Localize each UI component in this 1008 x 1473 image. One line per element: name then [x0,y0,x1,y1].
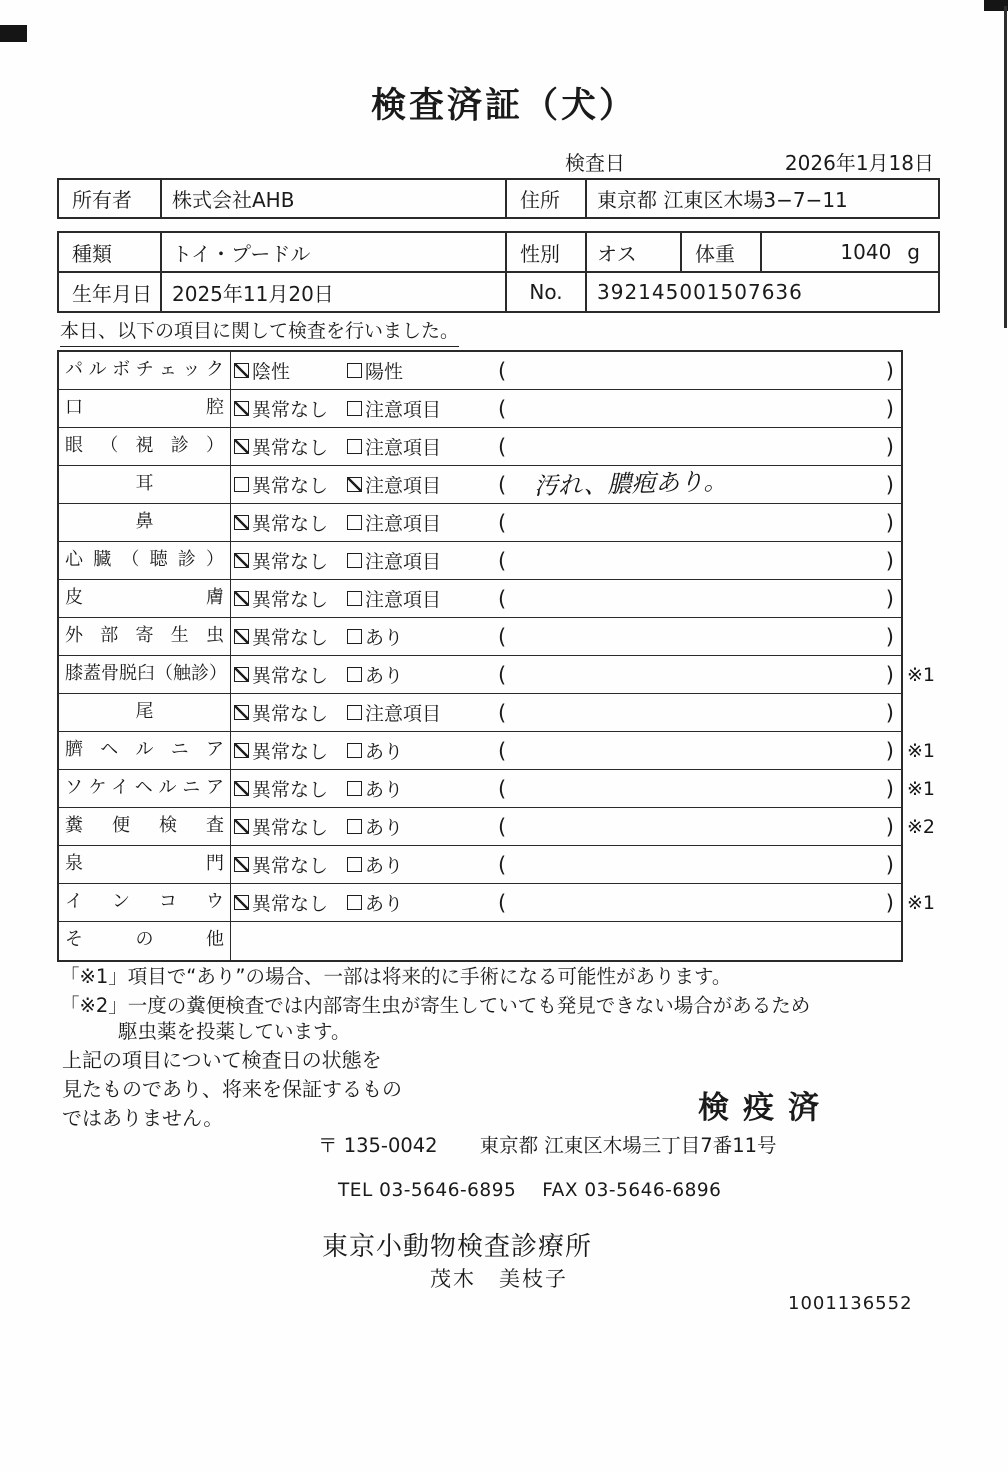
checkbox-icon [347,743,362,758]
option-label: 異常なし [252,817,329,839]
option-2 [344,466,496,503]
quarantine-stamp: 検疫済 [698,1090,833,1126]
option-label: 異常なし [252,779,329,801]
open-paren: ( [498,510,507,535]
owner-table [57,178,940,219]
footnote-marker: ※1 [907,892,936,914]
option-1 [231,580,344,617]
handwritten-note [506,703,885,713]
check-item-label: その他 [59,922,231,960]
comment-cell [496,732,901,769]
handwritten-note [506,361,885,371]
open-paren: ( [498,548,507,573]
document-serial-number: 1001136552 [788,1293,913,1314]
option-label: 異常なし [252,703,329,725]
option-label: 注意項目 [365,513,442,535]
comment-cell [496,884,901,921]
option-1 [231,504,344,541]
intro-text: 本日、以下の項目に関して検査を行いました。 [60,316,459,347]
option-2 [344,352,496,389]
comment-cell [496,390,901,427]
option-2 [344,732,496,769]
examiner-name: 茂木 美枝子 [430,1267,568,1291]
open-paren: ( [498,434,507,459]
option-label: 異常なし [252,665,329,687]
check-row-parvo [59,352,901,390]
handwritten-note [506,513,885,523]
comment-cell [496,770,901,807]
checkbox-icon [347,857,362,872]
close-paren: ) [885,624,894,649]
owner-value: 株式会社AHB [162,180,507,217]
checkbox-icon [234,591,249,606]
close-paren: ) [885,434,894,459]
check-item-label: 尾 [59,694,231,731]
footnote-marker: ※1 [907,664,936,686]
page-title: 検査済証（犬） [370,86,637,126]
check-item-label: インコウ [59,884,231,921]
breed-value: トイ・プードル [162,233,507,271]
option-1 [231,656,344,693]
check-item-label: 外部寄生虫 [59,618,231,655]
comment-cell [496,352,901,389]
handwritten-note [506,627,885,637]
handwritten-note [506,551,885,561]
option-2 [344,808,496,845]
option-2 [344,580,496,617]
option-label: 注意項目 [365,589,442,611]
option-1 [231,466,344,503]
footnote-2-continued: 駆虫薬を投薬しています。 [118,1020,351,1043]
comment-cell [496,466,901,503]
footnote-marker: ※2 [907,816,936,838]
check-row-fecal-exam [59,808,936,846]
owner-row [59,180,938,217]
close-paren: ) [885,510,894,535]
check-item-label: 膝蓋骨脱臼（触診） [59,656,231,693]
checkbox-icon [347,705,362,720]
close-paren: ) [885,890,894,915]
open-paren: ( [498,662,507,687]
clinic-fax: FAX 03-5646-6896 [542,1180,722,1201]
option-1 [231,808,344,845]
inspection-date-value: 2026年1月18日 [784,151,934,175]
option-label: 注意項目 [365,475,442,497]
open-paren: ( [498,776,507,801]
check-item-label: 耳 [59,466,231,503]
open-paren: ( [498,814,507,839]
checkbox-icon [234,401,249,416]
close-paren: ) [885,358,894,383]
option-2 [344,884,496,921]
checkbox-icon [234,705,249,720]
disclaimer-line-3: ではありません。 [62,1106,224,1130]
comment-cell [496,846,901,883]
option-label: 陰性 [252,361,291,383]
option-label: あり [365,741,404,763]
option-label: 注意項目 [365,551,442,573]
check-row-inkou [59,884,936,922]
option-label: 異常なし [252,893,329,915]
checkbox-icon [347,401,362,416]
open-paren: ( [498,624,507,649]
address-value: 東京都 江東区木場3−7−11 [597,188,848,212]
handwritten-note [506,437,885,447]
check-item-label: 泉門 [59,846,231,883]
check-row-tail [59,694,901,732]
handwritten-note: 汚れ、膿疱あり。 [533,467,729,501]
check-item-label: 臍ヘルニア [59,732,231,769]
check-row-nose [59,504,901,542]
option-label: 異常なし [252,627,329,649]
comment-cell [496,618,901,655]
checkbox-icon [347,477,362,492]
checkbox-icon [234,667,249,682]
checkbox-icon [234,477,249,492]
check-row-fontanelle [59,846,901,884]
comment-cell [496,542,901,579]
option-label: あり [365,817,404,839]
comment-cell [496,808,901,845]
option-1 [231,618,344,655]
option-label: あり [365,893,404,915]
checkbox-icon [347,667,362,682]
open-paren: ( [498,358,507,383]
clinic-contact-row [338,1180,721,1201]
checkbox-icon [234,819,249,834]
disclaimer-line-2: 見たものであり、将来を保証するもの [62,1077,402,1101]
owner-label: 所有者 [59,180,162,217]
close-paren: ) [885,662,894,687]
check-item-label: ソケイヘルニア [59,770,231,807]
check-row-other [59,922,901,960]
option-label: 異常なし [252,399,329,421]
handwritten-note [506,855,885,865]
checkbox-icon [347,591,362,606]
option-label: 陽性 [365,361,404,383]
check-item-label: 皮膚 [59,580,231,617]
open-paren: ( [498,700,507,725]
breed-row [59,233,938,273]
check-row-umbilical-hernia [59,732,936,770]
inspection-date-label: 検査日 [565,151,625,175]
clinic-tel: TEL 03-5646-6895 [338,1180,517,1201]
footnote-marker: ※1 [907,740,936,762]
close-paren: ) [885,852,894,877]
birth-value: 2025年11月20日 [162,273,507,311]
comment-cell [496,504,901,541]
option-label: 異常なし [252,513,329,535]
close-paren: ) [885,738,894,763]
weight-cell [762,233,938,271]
check-item-label: 心臓（聴診） [59,542,231,579]
option-1 [231,694,344,731]
handwritten-note [506,589,885,599]
option-2 [344,694,496,731]
check-item-label: 鼻 [59,504,231,541]
weight-value: 1040 [840,240,892,264]
option-1 [231,732,344,769]
option-1 [231,542,344,579]
disclaimer [62,1046,402,1133]
option-1 [231,428,344,465]
open-paren: ( [498,738,507,763]
comment-cell-empty [231,922,901,960]
breed-label: 種類 [59,233,162,271]
option-1 [231,846,344,883]
option-label: あり [365,855,404,877]
option-label: 異常なし [252,437,329,459]
footnote-marker: ※1 [907,778,936,800]
close-paren: ) [885,776,894,801]
close-paren: ) [885,700,894,725]
checkbox-icon [347,439,362,454]
check-item-label: 口腔 [59,390,231,427]
close-paren: ) [885,548,894,573]
option-label: 異常なし [252,475,329,497]
open-paren: ( [498,852,507,877]
checkbox-icon [234,781,249,796]
option-2 [344,656,496,693]
check-row-heart [59,542,901,580]
option-label: あり [365,779,404,801]
scan-artifact-top-left [0,25,27,42]
option-label: 異常なし [252,741,329,763]
clinic-address: 東京都 江東区木場三丁目7番11号 [479,1134,777,1157]
checkbox-icon [347,553,362,568]
close-paren: ) [885,472,894,497]
option-2 [344,504,496,541]
option-1 [231,770,344,807]
option-label: 注意項目 [365,703,442,725]
option-label: 異常なし [252,855,329,877]
open-paren: ( [498,586,507,611]
disclaimer-line-1: 上記の項目について検査日の状態を [62,1048,382,1072]
option-2 [344,770,496,807]
weight-unit: g [907,240,920,264]
pet-table [57,231,940,313]
check-row-ears [59,466,901,504]
no-value: 392145001507636 [597,280,803,304]
clinic-address-row [318,1130,777,1158]
check-item-label: 糞便検査 [59,808,231,845]
handwritten-note [506,817,885,827]
checkbox-icon [234,439,249,454]
open-paren: ( [498,890,507,915]
check-item-label: 眼（視診） [59,428,231,465]
option-2 [344,846,496,883]
checkbox-icon [347,819,362,834]
check-row-skin [59,580,901,618]
option-label: 注意項目 [365,437,442,459]
comment-cell [496,580,901,617]
no-label: No. [507,273,587,311]
birth-row [59,273,938,311]
checkbox-icon [347,629,362,644]
comment-cell [496,694,901,731]
close-paren: ) [885,814,894,839]
comment-cell [496,656,901,693]
check-row-inguinal-hernia [59,770,936,808]
handwritten-note [506,741,885,751]
open-paren: ( [498,396,507,421]
option-2 [344,390,496,427]
inspection-date-row [57,147,940,175]
handwritten-note [506,665,885,675]
checkbox-icon [234,553,249,568]
option-label: あり [365,627,404,649]
option-label: 異常なし [252,589,329,611]
sex-value: オス [587,233,682,271]
handwritten-note [506,779,885,789]
option-1 [231,390,344,427]
birth-label: 生年月日 [59,273,162,311]
option-1 [231,884,344,921]
checkbox-icon [347,363,362,378]
check-table [57,350,936,962]
option-2 [344,542,496,579]
weight-label: 体重 [682,233,762,271]
option-2 [344,428,496,465]
check-row-mouth [59,390,901,428]
postal-code: 〒 135-0042 [318,1134,438,1157]
option-2 [344,618,496,655]
checkbox-icon [347,781,362,796]
checkbox-icon [234,515,249,530]
address-label: 住所 [507,180,587,217]
sex-label: 性別 [507,233,587,271]
scan-artifact-right-edge [1004,6,1007,328]
clinic-name: 東京小動物検査診療所 [322,1232,593,1262]
checkbox-icon [234,363,249,378]
footnote-2: 「※2」一度の糞便検査では内部寄生虫が寄生していても発見できない場合があるため [60,994,811,1017]
handwritten-note [506,893,885,903]
option-label: あり [365,665,404,687]
checkbox-icon [234,895,249,910]
check-row-external-parasites [59,618,901,656]
close-paren: ) [885,586,894,611]
checkbox-icon [234,743,249,758]
checkbox-icon [234,857,249,872]
check-item-label: パルボチェック [59,352,231,389]
check-row-patella [59,656,936,694]
option-label: 異常なし [252,551,329,573]
checkbox-icon [347,895,362,910]
handwritten-note [506,399,885,409]
checkbox-icon [234,629,249,644]
footnote-1: 「※1」項目で“あり”の場合、一部は将来的に手術になる可能性があります。 [60,965,732,988]
close-paren: ) [885,396,894,421]
option-1 [231,352,344,389]
open-paren: ( [498,472,507,497]
checkbox-icon [347,515,362,530]
option-label: 注意項目 [365,399,442,421]
